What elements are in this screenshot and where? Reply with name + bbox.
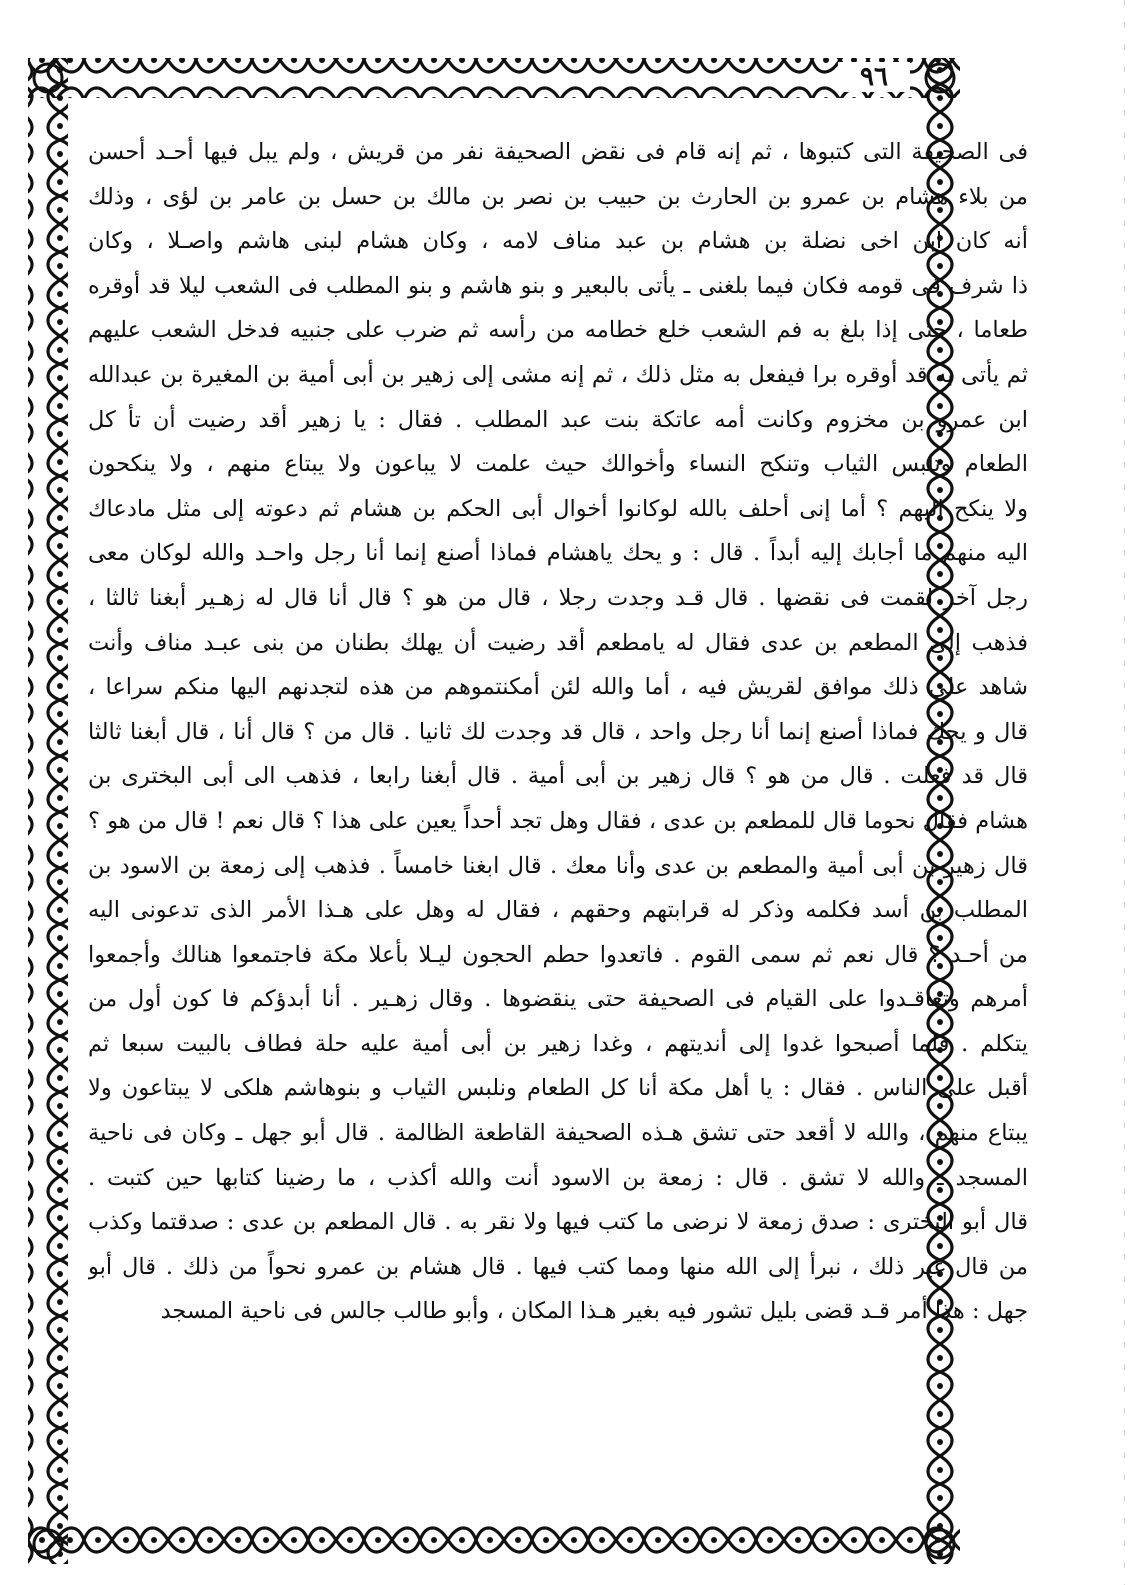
text-line: الطعام وتلبس الثياب وتنكح النساء وأخوالك حيث علمت لا يباعون ولا يبتاع منهم ، ولا ينكحون: [88, 451, 1028, 478]
text-line: قال قد فعلت . قال من هو ؟ قال زهير بن أبى أمية . قال أبغنا رابعا ، فذهب الى أبى البخترى بن: [88, 763, 1028, 790]
text-line: المطلب بن أسد فكلمه وذكر له قرابتهم وحقهم ، فقال له وهل على هـذا الأمر الذى تدعونى اليه: [88, 897, 1028, 924]
text-line: أقبل على الناس . فقال : يا أهل مكة أنا كل الطعام ونلبس الثياب و بنوهاشم هلكى لا يبتاعون ولا: [88, 1075, 1028, 1102]
text-line: من بلاء هشام بن عمرو بن الحارث بن حبيب بن نصر بن مالك بن حسل بن عامر بن لؤى ، وذلك: [88, 183, 1028, 210]
text-line: أنه كان ابن اخى نضلة بن هشام بن عبد مناف لامه ، وكان هشام لبنى هاشم واصـلا ، وكان: [88, 228, 1028, 255]
text-line: ذا شرف فى قومه فكان فيما بلغنى ـ يأتى بالبعير و بنو هاشم و بنو المطلب فى الشعب ليلا قد أوقره: [88, 272, 1028, 299]
text-line: جهل : هذا أمر قـد قضى بليل تشور فيه بغير هـذا المكان ، وأبو طالب جالس فى ناحية المسجد: [160, 1298, 1028, 1325]
text-line: رجل آخر لقمت فى نقضها . قال قـد وجدت رجلا ، قال من هو ؟ قال أنا قال له زهـير أبغنا ثالثا ،: [88, 584, 1028, 611]
text-line: أمرهم وتعاقـدوا على القيام فى الصحيفة حتى ينقضوها . وقال زهـير . أنا أبدؤكم فا كون أول من: [88, 986, 1028, 1013]
body-text: [88, 130, 1028, 1334]
text-line: يبتاع منهم ، والله لا أقعد حتى تشق هـذه الصحيفة القاطعة الظالمة . قال أبو جهل ـ وكان فى ناحية: [88, 1120, 1028, 1147]
text-line: شاهد على ذلك موافق لقريش فيه ، أما والله لئن أمكنتموهم من هذه لتجدنهم اليها منكم سراعا ،: [88, 674, 1028, 701]
text-line: فذهب إلى المطعم بن عدى فقال له يامطعم أقد رضيت أن يهلك بطنان من بنى عبـد مناف وأنت: [88, 629, 1028, 656]
text-line: قال زهير بن أبى أمية والمطعم بن عدى وأنا معك . قال ابغنا خامساً . فذهب إلى زمعة بن الاسود بن: [88, 852, 1028, 879]
text-line: قال أبو البخترى : صدق زمعة لا نرضى ما كتب فيها ولا نقر به . قال المطعم بن عدى : صدقتما وكذب: [88, 1209, 1028, 1236]
text-line: من أحـد ؟ قال نعم ثم سمى القوم . فاتعدوا حطم الحجون ليـلا بأعلا مكة فاجتمعوا هنالك وأجمعوا: [88, 941, 1028, 968]
text-line: ثم يأتى به قد أوقره برا فيفعل به مثل ذلك ، ثم إنه مشى إلى زهير بن أبى أمية بن المغيرة بن عبدالله: [88, 361, 1028, 388]
text-line: طعاما ، حتى إذا بلغ به فم الشعب خلع خطامه من رأسه ثم ضرب على جنبيه فدخل الشعب عليهم: [88, 317, 1028, 344]
text-line: المسجد ـ والله لا تشق . قال : زمعة بن الاسود أنت والله أكذب ، ما رضينا كتابها حين كتبت .: [88, 1164, 1028, 1191]
frame-bottom-border: [28, 1524, 960, 1564]
text-line: يتكلم . فلما أصبحوا غدوا إلى أنديتهم ، وغدا زهير بن أبى أمية عليه حلة فطاف بالبيت سبعا ثم: [88, 1030, 1028, 1057]
text-line: اليه منهم ما أجابك إليه أبداً . قال : و يحك ياهشام فماذا أصنع إنما أنا رجل واحـد والله لوكان معى: [88, 540, 1028, 567]
frame-top-border: [28, 58, 960, 98]
text-line: من قال غير ذلك ، نبرأ إلى الله منها ومما كتب فيها . قال هشام بن عمرو نحواً من ذلك . قال أبو: [88, 1253, 1028, 1280]
page-number: ٩٦: [838, 62, 910, 92]
text-line: قال و يحك فماذا أصنع إنما أنا رجل واحد ، قال قد وجدت لك ثانيا . قال من ؟ قال أنا ، قال أبغنا ثالثا: [88, 718, 1028, 745]
text-line: ابن عمرو بن مخزوم وكانت أمه عاتكة بنت عبد المطلب . فقال : يا زهير أقد رضيت أن تأ كل: [88, 406, 1028, 433]
text-line: ولا ينكح اليهم ؟ أما إنى أحلف بالله لوكانوا أخوال أبى الحكم بن هشام ثم دعوته إلى مثل مادعاك: [88, 495, 1028, 522]
frame-left-border: [28, 58, 68, 1564]
text-line: فى الصحيفة التى كتبوها ، ثم إنه قام فى نقض الصحيفة نفر من قريش ، ولم يبل فيها أحـد أحسن: [88, 139, 1028, 165]
scan-edge-mark: [1124, 0, 1125, 1585]
text-line: هشام فقال نحوما قال للمطعم بن عدى ، فقال وهل تجد أحداً يعين على هذا ؟ قال نعم ! قال من هو ؟: [88, 807, 1028, 834]
